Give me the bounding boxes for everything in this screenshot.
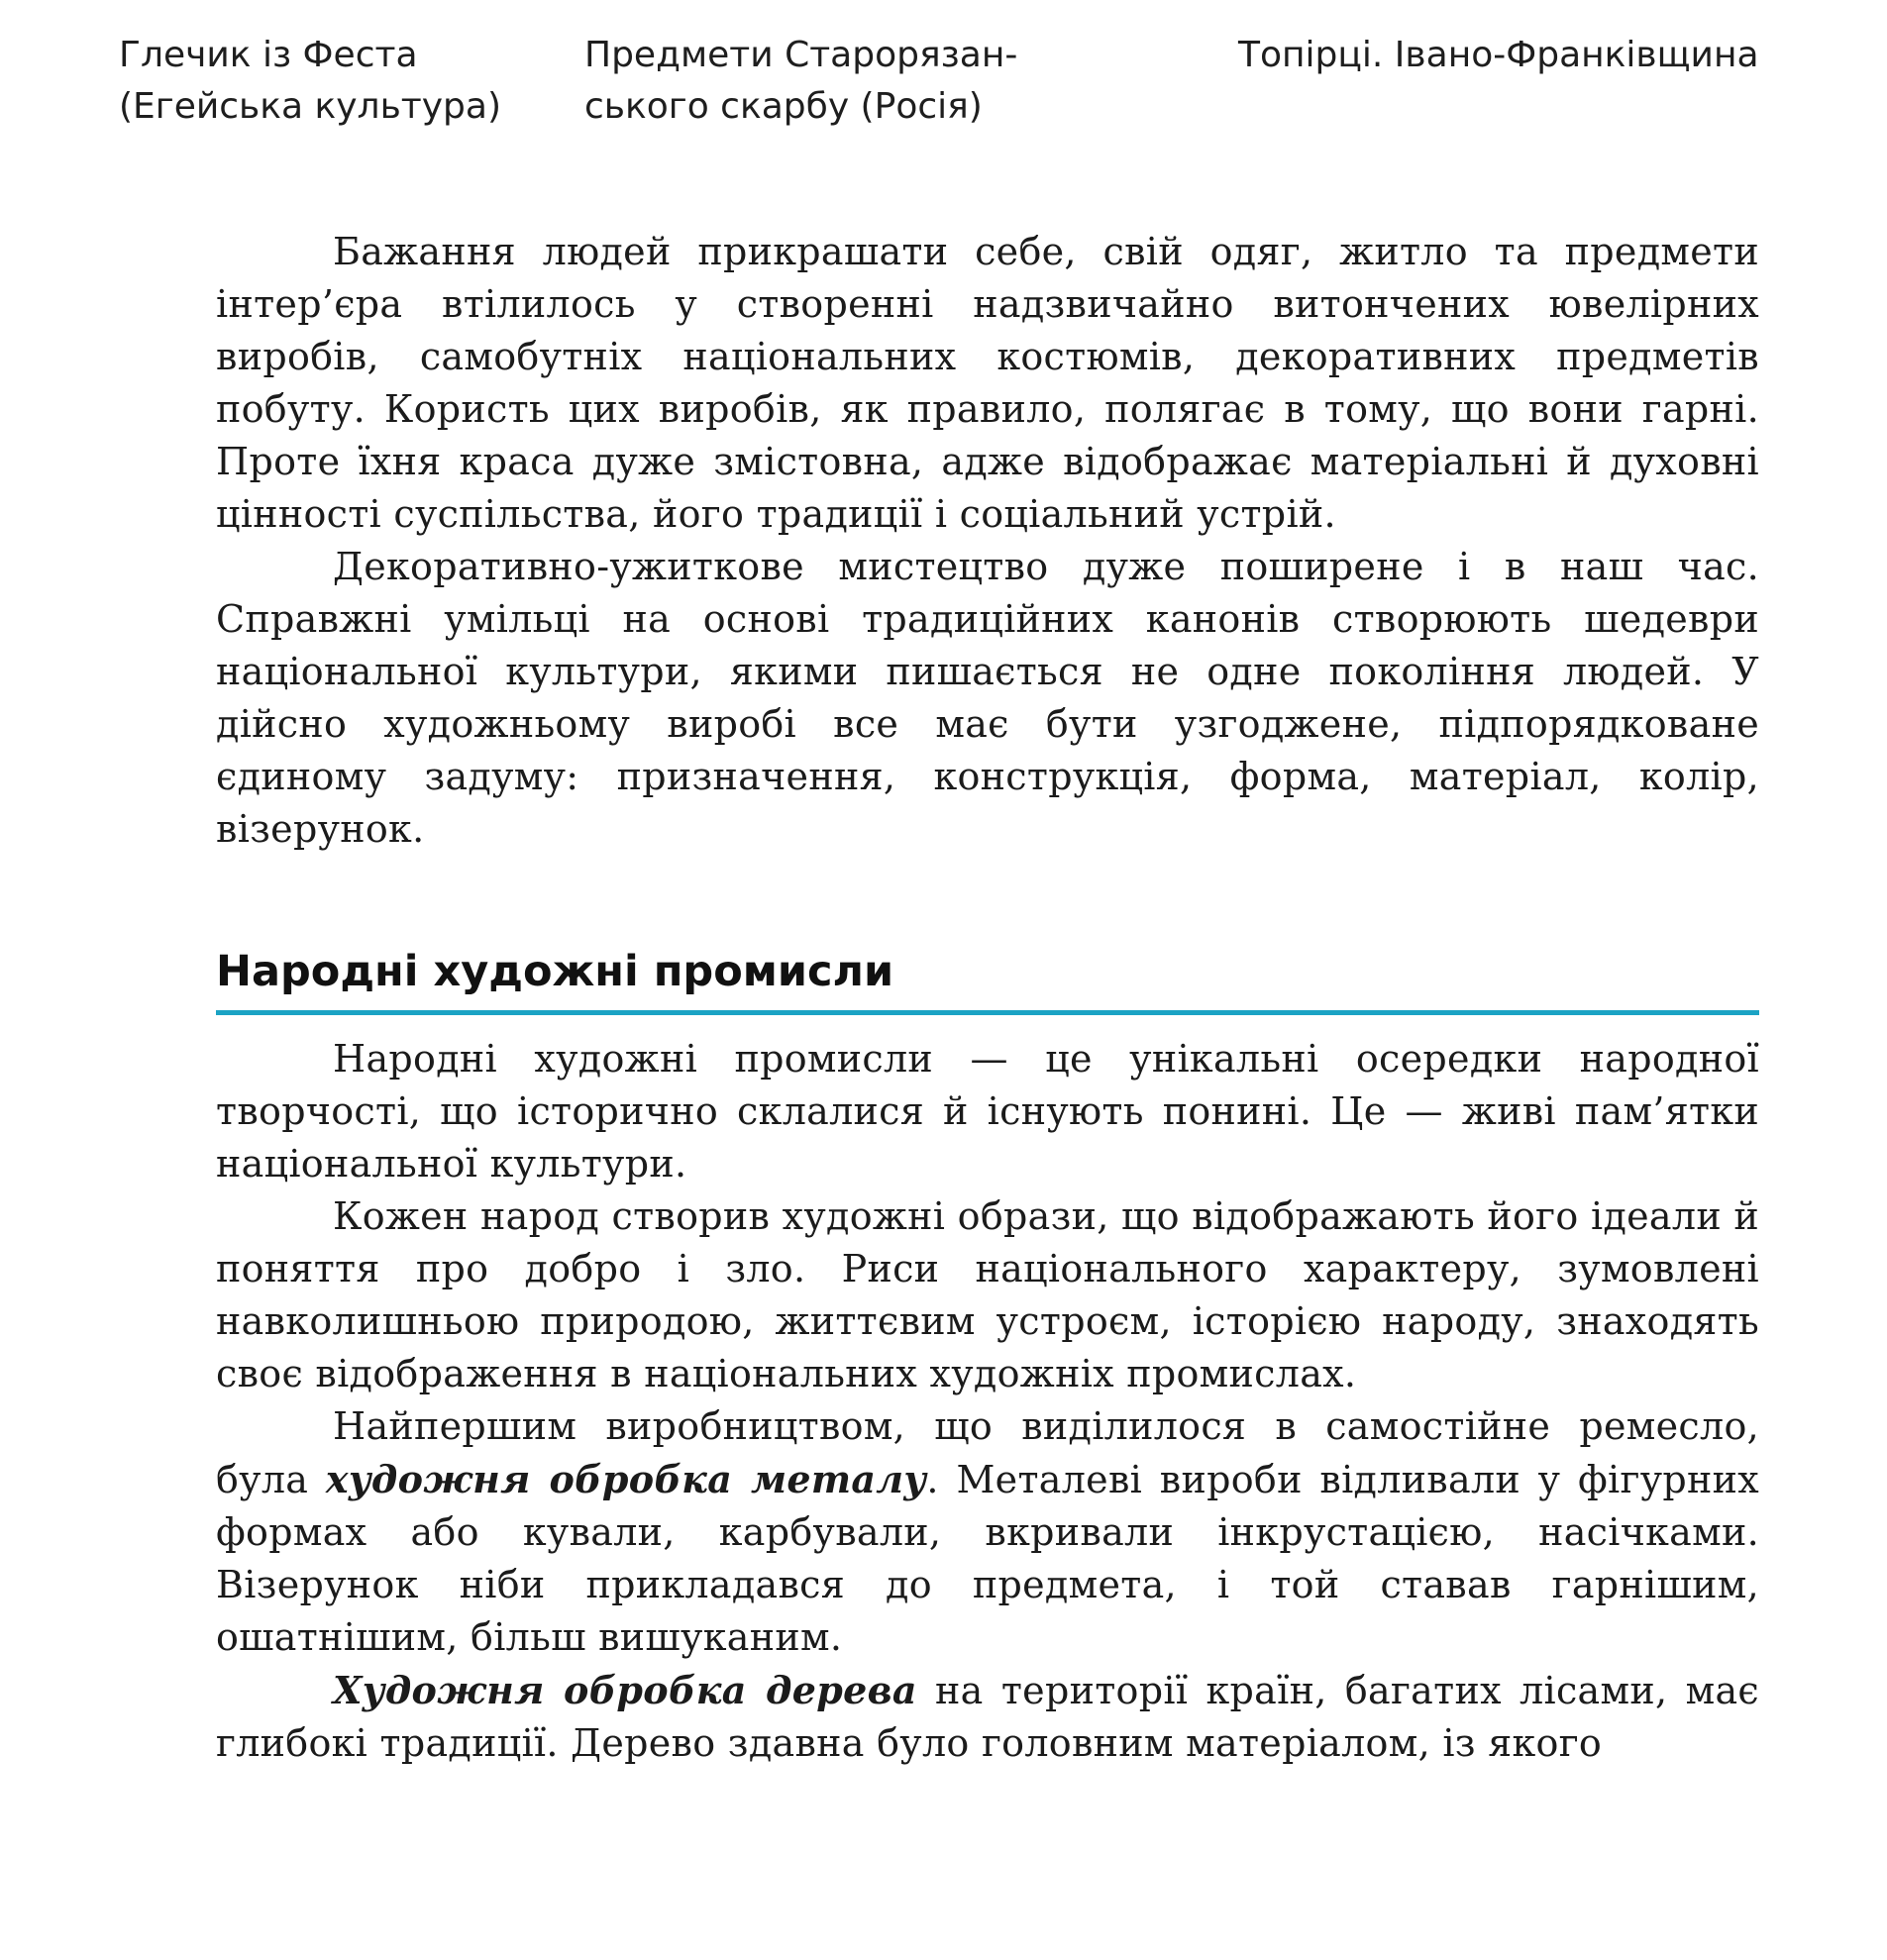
term-wood-processing: Художня обробка дерева: [333, 1668, 917, 1712]
paragraph-4-rest: на території країн, багатих лісами, має глибокі традиції. Дерево здавна було головним матеріалом, із якого: [216, 1669, 1760, 1765]
section-paragraph-3: [216, 1400, 1759, 1664]
caption-axes-ivano-frankivsk: Топірці. Івано-Франківщина: [1238, 35, 1759, 75]
term-metal-processing: художня обробка металу: [325, 1457, 927, 1501]
section-paragraph-4: [216, 1664, 1759, 1770]
section-heading: Народні художні промисли: [216, 947, 1759, 1015]
section-body: [216, 1033, 1759, 1770]
section-paragraph-1: Народні художні промисли — це унікальні осередки народної творчості, що історично склалися й існують понині. Це — живі пам’ятки національної культури.: [216, 1037, 1759, 1186]
section-paragraph-2: Кожен народ створив художні образи, що відображають його ідеали й поняття про добро і зло. Риси національного характеру, зумовлені навколишньою природою, життєвим устроєм, історією народу, знаходять своє відображення в національних художніх промислах.: [216, 1194, 1759, 1395]
intro-paragraph-2: Декоративно-ужиткове мистецтво дуже поширене і в наш час. Справжні умільці на основі традиційних канонів створюють шедеври національної культури, якими пишається не одне покоління людей. У дійсно художньому виробі все має бути узгоджене, підпорядковане єдиному задуму: призначення, конструкція, форма, матеріал, колір, візерунок.: [216, 545, 1759, 851]
photo-captions: [119, 30, 1768, 139]
intro-paragraph-1: Бажання людей прикрашати себе, свій одяг, житло та предмети інтер’єра втілилось у створенні надзвичайно витончених ювелірних виробів, самобутніх національних костюмів, декоративних предметів побуту. Користь цих виробів, як правило, полягає в тому, що вони гарні. Проте їхня краса дуже змістовна, адже відображає матеріальні й духовні цінності суспільства, його традиції і соціальний устрій.: [216, 230, 1759, 536]
page-content: [216, 226, 1759, 1770]
caption-vessel-festos: Глечик із Феста (Егейська культура): [119, 35, 502, 127]
paragraph-3-lead: Найпершим виробництвом, що виділилося в самостійне ремесло, була: [216, 1404, 1759, 1501]
caption-staroryazan-treasure: Предмети Старорязан- ського скарбу (Росія): [584, 35, 1018, 127]
paragraph-3-rest: . Металеві вироби відливали у фігурних формах або кували, карбували, вкривали інкрустацією, насічками. Візерунок ніби прикладався до предмета, і той ставав гарнішим, ошатнішим, більш вишуканим.: [216, 1458, 1759, 1659]
